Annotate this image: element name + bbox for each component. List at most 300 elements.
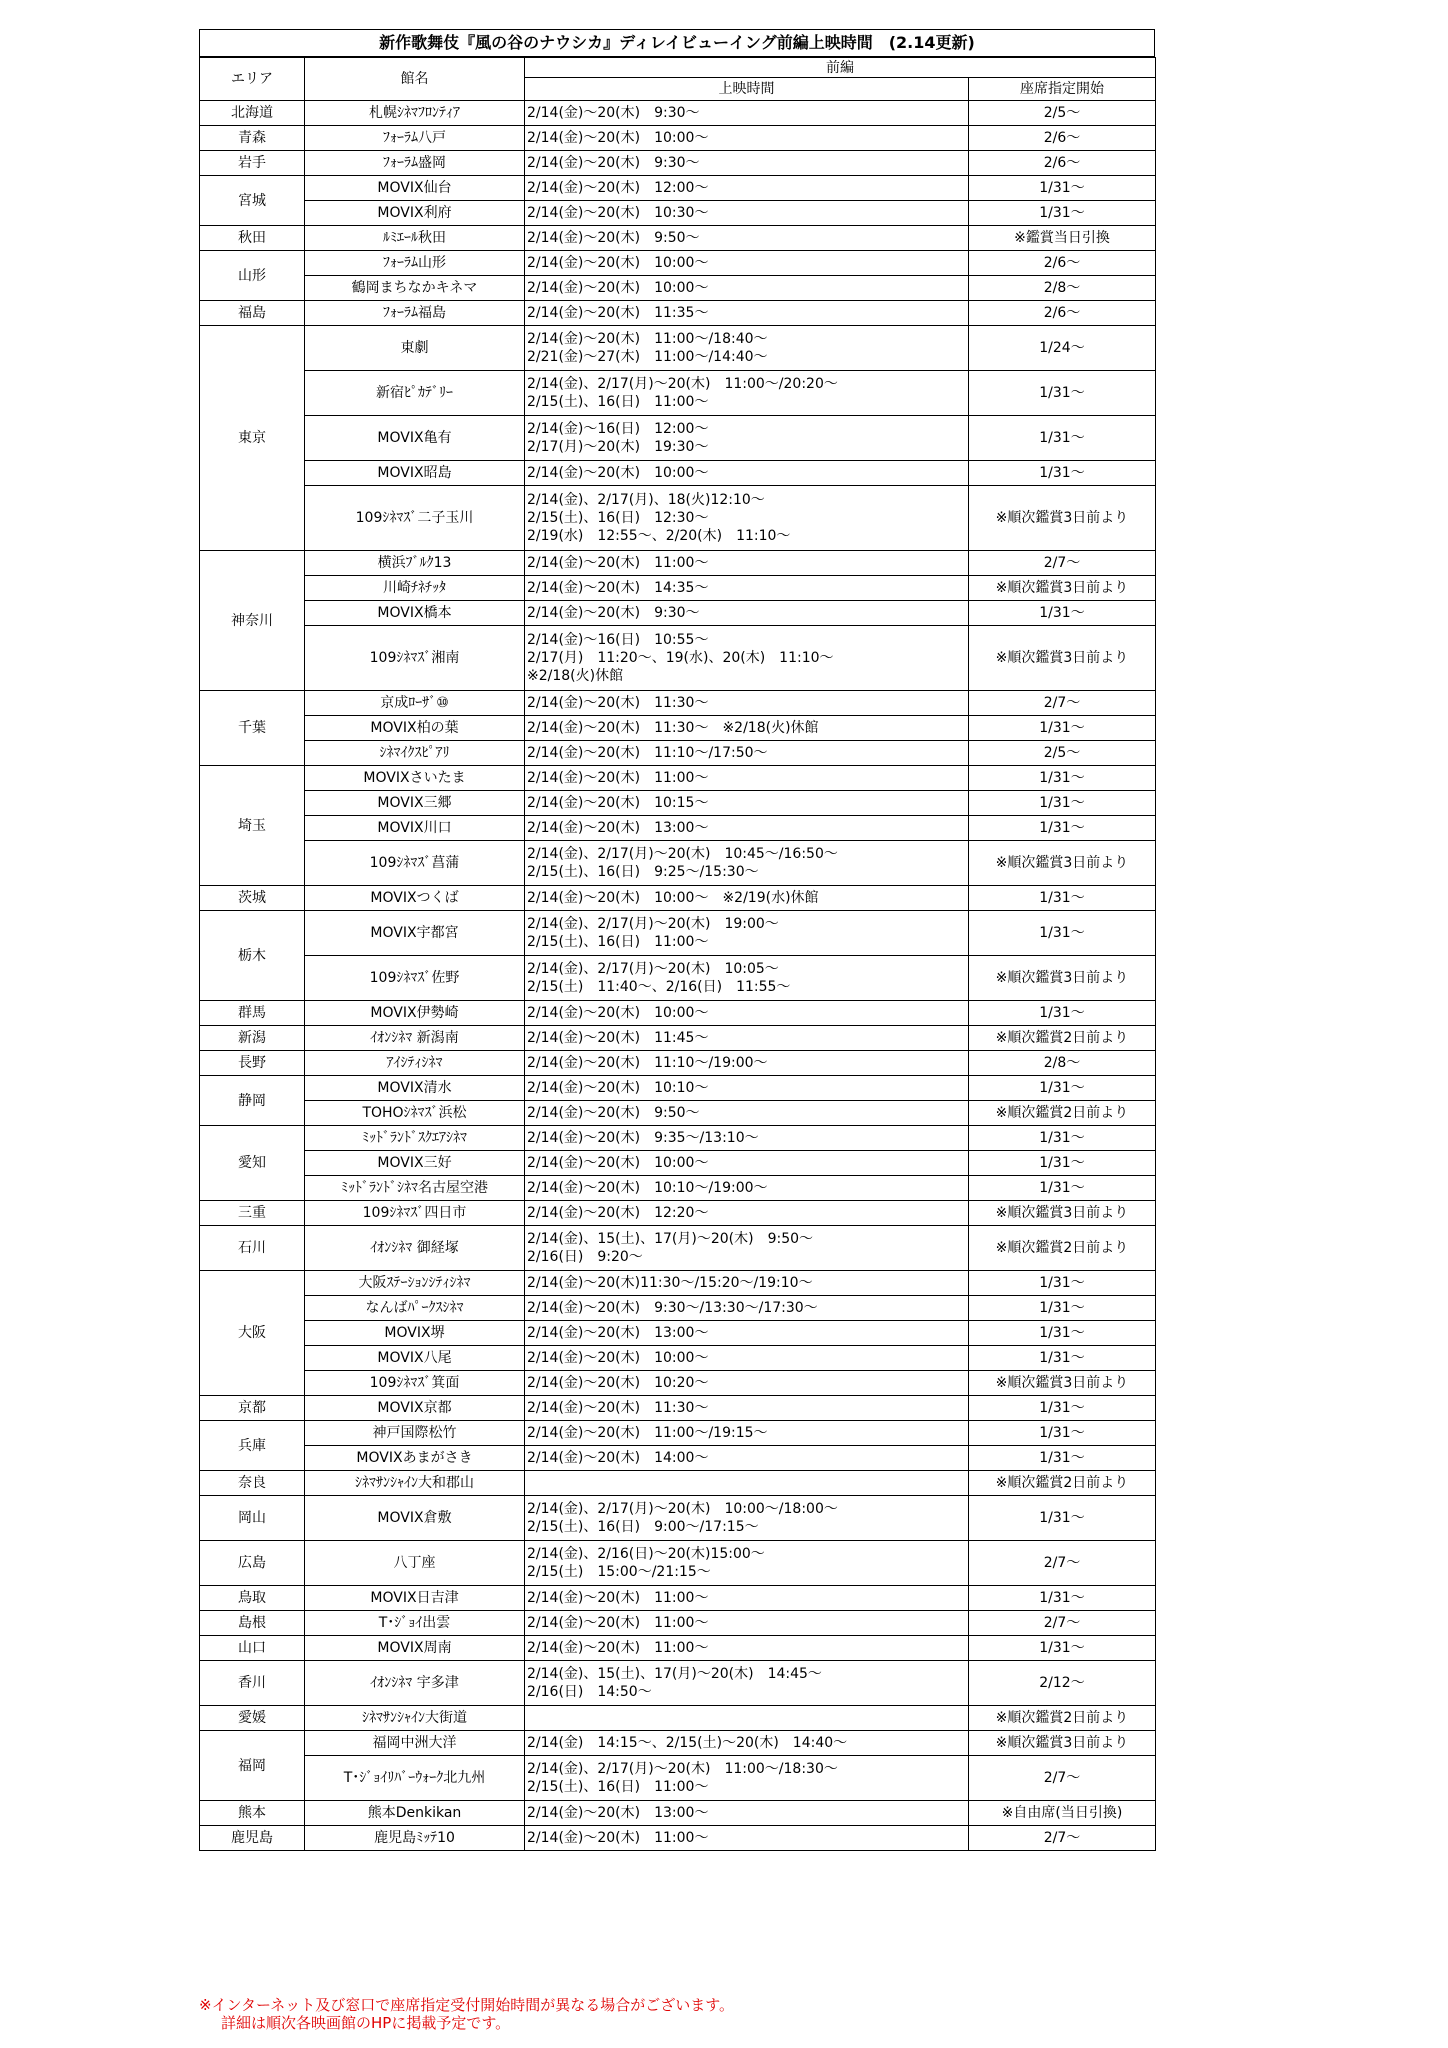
- times-cell: [525, 416, 969, 461]
- showtime-line: 2/14(金)、2/17(月)～20(木) 11:00～/20:20～: [527, 376, 838, 392]
- area-cell: 埼玉: [200, 766, 305, 886]
- venue-cell: 神戸国際松竹: [305, 1421, 525, 1446]
- times-cell: [525, 251, 969, 276]
- times-cell: [525, 461, 969, 486]
- seat-start-cell: ※順次鑑賞3日前より: [969, 1371, 1156, 1396]
- venue-cell: 川崎ﾁﾈﾁｯﾀ: [305, 576, 525, 601]
- table-row: [200, 276, 1156, 301]
- header-part: 前編: [525, 58, 1156, 78]
- times-cell: [525, 1636, 969, 1661]
- showtime-line: 2/14(金)～20(木) 9:30～: [527, 605, 700, 621]
- showtime-line: ※2/18(火)休館: [527, 668, 624, 684]
- table-row: [200, 886, 1156, 911]
- times-cell: [525, 1151, 969, 1176]
- showtime-line: 2/14(金)～20(木) 13:00～: [527, 1805, 709, 1821]
- seat-start-cell: 1/31～: [969, 1126, 1156, 1151]
- venue-cell: ﾐｯﾄﾞﾗﾝﾄﾞｽｸｴｱｼﾈﾏ: [305, 1126, 525, 1151]
- table-row: [200, 151, 1156, 176]
- showtime-line: 2/14(金)～20(木) 11:00～: [527, 1640, 709, 1656]
- seat-start-cell: 2/7～: [969, 691, 1156, 716]
- venue-cell: ﾌｫｰﾗﾑ山形: [305, 251, 525, 276]
- seat-start-cell: 1/31～: [969, 886, 1156, 911]
- seat-start-cell: 1/31～: [969, 1271, 1156, 1296]
- table-row: [200, 1586, 1156, 1611]
- venue-cell: ｱｲｼﾃｨｼﾈﾏ: [305, 1051, 525, 1076]
- area-cell: 群馬: [200, 1001, 305, 1026]
- times-cell: [525, 1321, 969, 1346]
- venue-cell: MOVIX橋本: [305, 601, 525, 626]
- venue-cell: ﾌｫｰﾗﾑ八戸: [305, 126, 525, 151]
- table-row: [200, 176, 1156, 201]
- area-cell: 鳥取: [200, 1586, 305, 1611]
- area-cell: 東京: [200, 326, 305, 551]
- venue-cell: MOVIX京都: [305, 1396, 525, 1421]
- seat-start-cell: ※順次鑑賞3日前より: [969, 486, 1156, 551]
- footnote-2: 詳細は順次各映画館のHPに掲載予定です。: [221, 2014, 511, 2032]
- seat-start-cell: 1/31～: [969, 1176, 1156, 1201]
- venue-cell: MOVIX仙台: [305, 176, 525, 201]
- table-row: [200, 1176, 1156, 1201]
- times-cell: [525, 716, 969, 741]
- venue-cell: 109ｼﾈﾏｽﾞ菖蒲: [305, 841, 525, 886]
- seat-start-cell: 1/24～: [969, 326, 1156, 371]
- area-cell: 鹿児島: [200, 1826, 305, 1851]
- venue-cell: ﾌｫｰﾗﾑ福島: [305, 301, 525, 326]
- venue-cell: T･ｼﾞｮｲ出雲: [305, 1611, 525, 1636]
- table-row: [200, 741, 1156, 766]
- showtime-line: 2/14(金)～20(木) 10:00～: [527, 255, 709, 271]
- times-cell: [525, 1396, 969, 1421]
- showtime-line: 2/14(金)～20(木) 10:00～: [527, 1005, 709, 1021]
- area-cell: 新潟: [200, 1026, 305, 1051]
- times-cell: [525, 1296, 969, 1321]
- showtime-line: 2/14(金)～20(木) 11:45～: [527, 1030, 709, 1046]
- venue-cell: 109ｼﾈﾏｽﾞ箕面: [305, 1371, 525, 1396]
- table-row: [200, 371, 1156, 416]
- times-cell: [525, 126, 969, 151]
- table-row: [200, 1001, 1156, 1026]
- venue-cell: 八丁座: [305, 1541, 525, 1586]
- showtime-line: 2/15(土)、16(日) 9:00～/17:15～: [527, 1519, 759, 1535]
- times-cell: [525, 226, 969, 251]
- venue-cell: MOVIX堺: [305, 1321, 525, 1346]
- table-row: [200, 1026, 1156, 1051]
- venue-cell: 109ｼﾈﾏｽﾞ佐野: [305, 956, 525, 1001]
- times-cell: [525, 1271, 969, 1296]
- venue-cell: MOVIX宇都宮: [305, 911, 525, 956]
- seat-start-cell: 2/6～: [969, 301, 1156, 326]
- times-cell: [525, 1371, 969, 1396]
- area-cell: 千葉: [200, 691, 305, 766]
- showtime-line: 2/21(金)～27(木) 11:00～/14:40～: [527, 349, 768, 365]
- seat-start-cell: ※順次鑑賞3日前より: [969, 576, 1156, 601]
- times-cell: [525, 1446, 969, 1471]
- table-row: [200, 1801, 1156, 1826]
- seat-start-cell: 1/31～: [969, 816, 1156, 841]
- venue-cell: MOVIX川口: [305, 816, 525, 841]
- venue-cell: MOVIX柏の葉: [305, 716, 525, 741]
- table-row: [200, 1636, 1156, 1661]
- area-cell: 秋田: [200, 226, 305, 251]
- times-cell: [525, 301, 969, 326]
- venue-cell: MOVIX清水: [305, 1076, 525, 1101]
- times-cell: [525, 886, 969, 911]
- seat-start-cell: ※順次鑑賞2日前より: [969, 1101, 1156, 1126]
- venue-cell: 福岡中洲大洋: [305, 1731, 525, 1756]
- seat-start-cell: 2/8～: [969, 276, 1156, 301]
- venue-cell: MOVIX利府: [305, 201, 525, 226]
- showtime-line: 2/14(金)～20(木) 11:30～: [527, 1400, 709, 1416]
- seat-start-cell: 1/31～: [969, 1446, 1156, 1471]
- area-cell: 広島: [200, 1541, 305, 1586]
- venue-cell: ｼﾈﾏｻﾝｼｬｲﾝ大和郡山: [305, 1471, 525, 1496]
- times-cell: [525, 326, 969, 371]
- table-row: [200, 601, 1156, 626]
- showtime-line: 2/14(金)～20(木) 10:00～: [527, 1155, 709, 1171]
- seat-start-cell: ※順次鑑賞3日前より: [969, 1201, 1156, 1226]
- table-row: [200, 791, 1156, 816]
- showtime-line: 2/14(金)～20(木)11:30～/15:20～/19:10～: [527, 1275, 813, 1291]
- seat-start-cell: 2/8～: [969, 1051, 1156, 1076]
- showtime-line: 2/15(土)、16(日) 11:00～: [527, 934, 709, 950]
- table-row: [200, 1396, 1156, 1421]
- venue-cell: MOVIX倉敷: [305, 1496, 525, 1541]
- schedule-rows: [200, 101, 1156, 1851]
- times-cell: [525, 601, 969, 626]
- area-cell: 山形: [200, 251, 305, 301]
- showtime-line: 2/14(金)～20(木) 9:50～: [527, 1105, 700, 1121]
- area-cell: 大阪: [200, 1271, 305, 1396]
- venue-cell: MOVIX三郷: [305, 791, 525, 816]
- showtime-line: 2/14(金)、2/17(月)～20(木) 11:00～/18:30～: [527, 1761, 838, 1777]
- table-row: [200, 911, 1156, 956]
- table-row: [200, 1051, 1156, 1076]
- times-cell: [525, 1001, 969, 1026]
- table-row: [200, 251, 1156, 276]
- times-cell: [525, 1706, 969, 1731]
- area-cell: 茨城: [200, 886, 305, 911]
- showtime-line: 2/14(金)～16(日) 10:55～: [527, 632, 709, 648]
- header-area: エリア: [200, 58, 305, 101]
- showtime-line: 2/14(金)～20(木) 10:00～: [527, 465, 709, 481]
- showtime-line: 2/14(金)、2/17(月)～20(木) 10:00～/18:00～: [527, 1501, 838, 1517]
- times-cell: [525, 1661, 969, 1706]
- venue-cell: MOVIX日吉津: [305, 1586, 525, 1611]
- showtime-line: 2/14(金)～20(木) 12:00～: [527, 180, 709, 196]
- seat-start-cell: 1/31～: [969, 461, 1156, 486]
- area-cell: 京都: [200, 1396, 305, 1421]
- venue-cell: 鹿児島ﾐｯﾃ10: [305, 1826, 525, 1851]
- times-cell: [525, 791, 969, 816]
- table-row: [200, 551, 1156, 576]
- table-row: [200, 461, 1156, 486]
- footnotes: [199, 1996, 734, 2032]
- schedule-table: [199, 57, 1156, 1851]
- venue-cell: MOVIX伊勢崎: [305, 1001, 525, 1026]
- area-cell: 熊本: [200, 1801, 305, 1826]
- times-cell: [525, 1101, 969, 1126]
- showtime-line: 2/14(金)～20(木) 11:00～: [527, 1615, 709, 1631]
- area-cell: 栃木: [200, 911, 305, 1001]
- times-cell: [525, 816, 969, 841]
- table-row: [200, 1151, 1156, 1176]
- venue-cell: ｲｵﾝｼﾈﾏ 宇多津: [305, 1661, 525, 1706]
- venue-cell: 新宿ﾋﾟｶﾃﾞﾘｰ: [305, 371, 525, 416]
- times-cell: [525, 1226, 969, 1271]
- times-cell: [525, 1801, 969, 1826]
- table-row: [200, 816, 1156, 841]
- table-row: [200, 1706, 1156, 1731]
- times-cell: [525, 1201, 969, 1226]
- seat-start-cell: 1/31～: [969, 416, 1156, 461]
- times-cell: [525, 841, 969, 886]
- showtime-line: 2/14(金)～20(木) 9:30～/13:30～/17:30～: [527, 1300, 818, 1316]
- showtime-line: 2/14(金)、2/17(月)、18(火)12:10～: [527, 492, 765, 508]
- showtime-line: 2/14(金)～20(木) 11:10～/19:00～: [527, 1055, 768, 1071]
- seat-start-cell: 1/31～: [969, 1321, 1156, 1346]
- table-row: [200, 1346, 1156, 1371]
- table-row: [200, 1471, 1156, 1496]
- table-row: [200, 1731, 1156, 1756]
- area-cell: 長野: [200, 1051, 305, 1076]
- area-cell: 愛媛: [200, 1706, 305, 1731]
- showtime-line: 2/14(金)～20(木) 10:15～: [527, 795, 709, 811]
- venue-cell: ﾙﾐｴｰﾙ秋田: [305, 226, 525, 251]
- seat-start-cell: 2/7～: [969, 1611, 1156, 1636]
- seat-start-cell: 2/6～: [969, 251, 1156, 276]
- header-times: 上映時間: [525, 78, 969, 101]
- times-cell: [525, 551, 969, 576]
- seat-start-cell: 1/31～: [969, 1496, 1156, 1541]
- seat-start-cell: ※順次鑑賞3日前より: [969, 841, 1156, 886]
- seat-start-cell: 1/31～: [969, 716, 1156, 741]
- seat-start-cell: 1/31～: [969, 201, 1156, 226]
- venue-cell: TOHOｼﾈﾏｽﾞ浜松: [305, 1101, 525, 1126]
- seat-start-cell: ※順次鑑賞2日前より: [969, 1706, 1156, 1731]
- area-cell: 青森: [200, 126, 305, 151]
- table-row: [200, 1826, 1156, 1851]
- area-cell: 福岡: [200, 1731, 305, 1801]
- venue-cell: 東劇: [305, 326, 525, 371]
- showtime-line: 2/14(金)～20(木) 11:00～: [527, 770, 709, 786]
- times-cell: [525, 1731, 969, 1756]
- times-cell: [525, 1471, 969, 1496]
- venue-cell: 横浜ﾌﾞﾙｸ13: [305, 551, 525, 576]
- times-cell: [525, 1611, 969, 1636]
- venue-cell: MOVIX八尾: [305, 1346, 525, 1371]
- times-cell: [525, 911, 969, 956]
- showtime-line: 2/14(金)～20(木) 11:10～/17:50～: [527, 745, 768, 761]
- table-row: [200, 766, 1156, 791]
- venue-cell: 109ｼﾈﾏｽﾞ四日市: [305, 1201, 525, 1226]
- seat-start-cell: 2/7～: [969, 1826, 1156, 1851]
- table-row: [200, 841, 1156, 886]
- area-cell: 兵庫: [200, 1421, 305, 1471]
- seat-start-cell: 2/6～: [969, 126, 1156, 151]
- showtime-line: 2/14(金)～20(木) 12:20～: [527, 1205, 709, 1221]
- area-cell: 石川: [200, 1226, 305, 1271]
- seat-start-cell: 1/31～: [969, 1346, 1156, 1371]
- showtime-line: 2/14(金)、15(土)、17(月)～20(木) 14:45～: [527, 1666, 822, 1682]
- table-row: [200, 1611, 1156, 1636]
- showtime-line: 2/14(金)、2/17(月)～20(木) 10:05～: [527, 961, 779, 977]
- table-row: [200, 691, 1156, 716]
- showtime-line: 2/14(金)～20(木) 10:10～/19:00～: [527, 1180, 768, 1196]
- showtime-line: 2/14(金)～20(木) 9:35～/13:10～: [527, 1130, 759, 1146]
- seat-start-cell: 1/31～: [969, 176, 1156, 201]
- area-cell: 静岡: [200, 1076, 305, 1126]
- seat-start-cell: 1/31～: [969, 791, 1156, 816]
- showtime-line: 2/14(金)～20(木) 14:00～: [527, 1450, 709, 1466]
- venue-cell: MOVIXあまがさき: [305, 1446, 525, 1471]
- venue-cell: 109ｼﾈﾏｽﾞ湘南: [305, 626, 525, 691]
- table-row: [200, 1296, 1156, 1321]
- venue-cell: MOVIXさいたま: [305, 766, 525, 791]
- showtime-line: 2/14(金)～20(木) 9:50～: [527, 230, 700, 246]
- area-cell: 福島: [200, 301, 305, 326]
- showtime-line: 2/14(金)、2/16(日)～20(木)15:00～: [527, 1546, 765, 1562]
- table-row: [200, 226, 1156, 251]
- area-cell: 山口: [200, 1636, 305, 1661]
- showtime-line: 2/14(金)～20(木) 11:00～/18:40～: [527, 331, 768, 347]
- table-row: [200, 576, 1156, 601]
- showtime-line: 2/14(金)～20(木) 10:00～: [527, 130, 709, 146]
- venue-cell: ｼﾈﾏｻﾝｼｬｲﾝ大街道: [305, 1706, 525, 1731]
- times-cell: [525, 1541, 969, 1586]
- showtime-line: 2/15(土)、16(日) 11:00～: [527, 394, 709, 410]
- seat-start-cell: ※自由席(当日引換): [969, 1801, 1156, 1826]
- showtime-line: 2/14(金)～20(木) 13:00～: [527, 1325, 709, 1341]
- seat-start-cell: 1/31～: [969, 1296, 1156, 1321]
- times-cell: [525, 1026, 969, 1051]
- table-row: [200, 326, 1156, 371]
- seat-start-cell: 2/7～: [969, 551, 1156, 576]
- times-cell: [525, 201, 969, 226]
- seat-start-cell: 1/31～: [969, 1396, 1156, 1421]
- times-cell: [525, 691, 969, 716]
- seat-start-cell: ※順次鑑賞3日前より: [969, 626, 1156, 691]
- header-seat: 座席指定開始: [969, 78, 1156, 101]
- schedule-sheet: [199, 29, 1155, 1851]
- area-cell: 北海道: [200, 101, 305, 126]
- showtime-line: 2/14(金)～20(木) 11:30～ ※2/18(火)休館: [527, 720, 819, 736]
- times-cell: [525, 1756, 969, 1801]
- table-row: [200, 1446, 1156, 1471]
- venue-cell: ﾌｫｰﾗﾑ盛岡: [305, 151, 525, 176]
- times-cell: [525, 1126, 969, 1151]
- seat-start-cell: 1/31～: [969, 911, 1156, 956]
- table-row: [200, 1756, 1156, 1801]
- area-cell: 岡山: [200, 1496, 305, 1541]
- table-row: [200, 626, 1156, 691]
- page-title: 新作歌舞伎『風の谷のナウシカ』ディレイビューイング前編上映時間 (2.14更新): [199, 29, 1155, 57]
- times-cell: [525, 1826, 969, 1851]
- table-row: [200, 416, 1156, 461]
- times-cell: [525, 741, 969, 766]
- showtime-line: 2/14(金)～20(木) 10:00～ ※2/19(水)休館: [527, 890, 819, 906]
- venue-cell: MOVIXつくば: [305, 886, 525, 911]
- showtime-line: 2/14(金)～20(木) 10:00～: [527, 280, 709, 296]
- seat-start-cell: 1/31～: [969, 1636, 1156, 1661]
- venue-cell: 109ｼﾈﾏｽﾞ二子玉川: [305, 486, 525, 551]
- showtime-line: 2/14(金)～20(木) 9:30～: [527, 105, 700, 121]
- times-cell: [525, 626, 969, 691]
- table-row: [200, 1541, 1156, 1586]
- times-cell: [525, 101, 969, 126]
- seat-start-cell: ※順次鑑賞3日前より: [969, 956, 1156, 1001]
- showtime-line: 2/15(土) 15:00～/21:15～: [527, 1564, 711, 1580]
- showtime-line: 2/14(金)、15(土)、17(月)～20(木) 9:50～: [527, 1231, 814, 1247]
- venue-cell: 札幌ｼﾈﾏﾌﾛﾝﾃｨｱ: [305, 101, 525, 126]
- showtime-line: 2/14(金)～20(木) 9:30～: [527, 155, 700, 171]
- venue-cell: ｲｵﾝｼﾈﾏ 御経塚: [305, 1226, 525, 1271]
- area-cell: 愛知: [200, 1126, 305, 1201]
- seat-start-cell: 2/6～: [969, 151, 1156, 176]
- times-cell: [525, 176, 969, 201]
- times-cell: [525, 576, 969, 601]
- area-cell: 岩手: [200, 151, 305, 176]
- showtime-line: 2/17(月)～20(木) 19:30～: [527, 439, 709, 455]
- showtime-line: 2/14(金)～20(木) 10:00～: [527, 1350, 709, 1366]
- seat-start-cell: ※順次鑑賞2日前より: [969, 1471, 1156, 1496]
- times-cell: [525, 276, 969, 301]
- table-row: [200, 1101, 1156, 1126]
- venue-cell: MOVIX昭島: [305, 461, 525, 486]
- footnote-1: ※インターネット及び窓口で座席指定受付開始時間が異なる場合がございます。: [199, 1996, 735, 2014]
- venue-cell: なんばﾊﾟｰｸｽｼﾈﾏ: [305, 1296, 525, 1321]
- table-row: [200, 101, 1156, 126]
- venue-cell: ﾐｯﾄﾞﾗﾝﾄﾞｼﾈﾏ名古屋空港: [305, 1176, 525, 1201]
- showtime-line: 2/14(金) 14:15～、2/15(土)～20(木) 14:40～: [527, 1735, 848, 1751]
- table-row: [200, 1226, 1156, 1271]
- showtime-line: 2/14(金)～20(木) 13:00～: [527, 820, 709, 836]
- showtime-line: 2/14(金)～20(木) 14:35～: [527, 580, 709, 596]
- area-cell: 香川: [200, 1661, 305, 1706]
- area-cell: 神奈川: [200, 551, 305, 691]
- area-cell: 三重: [200, 1201, 305, 1226]
- times-cell: [525, 1496, 969, 1541]
- table-row: [200, 1076, 1156, 1101]
- seat-start-cell: ※順次鑑賞3日前より: [969, 1731, 1156, 1756]
- seat-start-cell: 2/5～: [969, 741, 1156, 766]
- times-cell: [525, 1051, 969, 1076]
- seat-start-cell: 1/31～: [969, 1421, 1156, 1446]
- showtime-line: 2/14(金)～20(木) 11:00～: [527, 1590, 709, 1606]
- venue-cell: MOVIX三好: [305, 1151, 525, 1176]
- table-row: [200, 1421, 1156, 1446]
- table-row: [200, 1661, 1156, 1706]
- seat-start-cell: 1/31～: [969, 371, 1156, 416]
- table-row: [200, 956, 1156, 1001]
- seat-start-cell: 1/31～: [969, 1001, 1156, 1026]
- seat-start-cell: ※鑑賞当日引換: [969, 226, 1156, 251]
- table-row: [200, 1271, 1156, 1296]
- seat-start-cell: 2/7～: [969, 1541, 1156, 1586]
- showtime-line: 2/14(金)～16(日) 12:00～: [527, 421, 709, 437]
- table-row: [200, 301, 1156, 326]
- showtime-line: 2/14(金)～20(木) 11:35～: [527, 305, 709, 321]
- table-row: [200, 1371, 1156, 1396]
- area-cell: 島根: [200, 1611, 305, 1636]
- seat-start-cell: ※順次鑑賞2日前より: [969, 1226, 1156, 1271]
- times-cell: [525, 486, 969, 551]
- showtime-line: 2/15(土)、16(日) 11:00～: [527, 1779, 709, 1795]
- showtime-line: 2/15(土) 11:40～、2/16(日) 11:55～: [527, 979, 791, 995]
- seat-start-cell: 1/31～: [969, 1586, 1156, 1611]
- venue-cell: 京成ﾛｰｻﾞ⑩: [305, 691, 525, 716]
- showtime-line: 2/14(金)～20(木) 11:30～: [527, 695, 709, 711]
- venue-cell: MOVIX周南: [305, 1636, 525, 1661]
